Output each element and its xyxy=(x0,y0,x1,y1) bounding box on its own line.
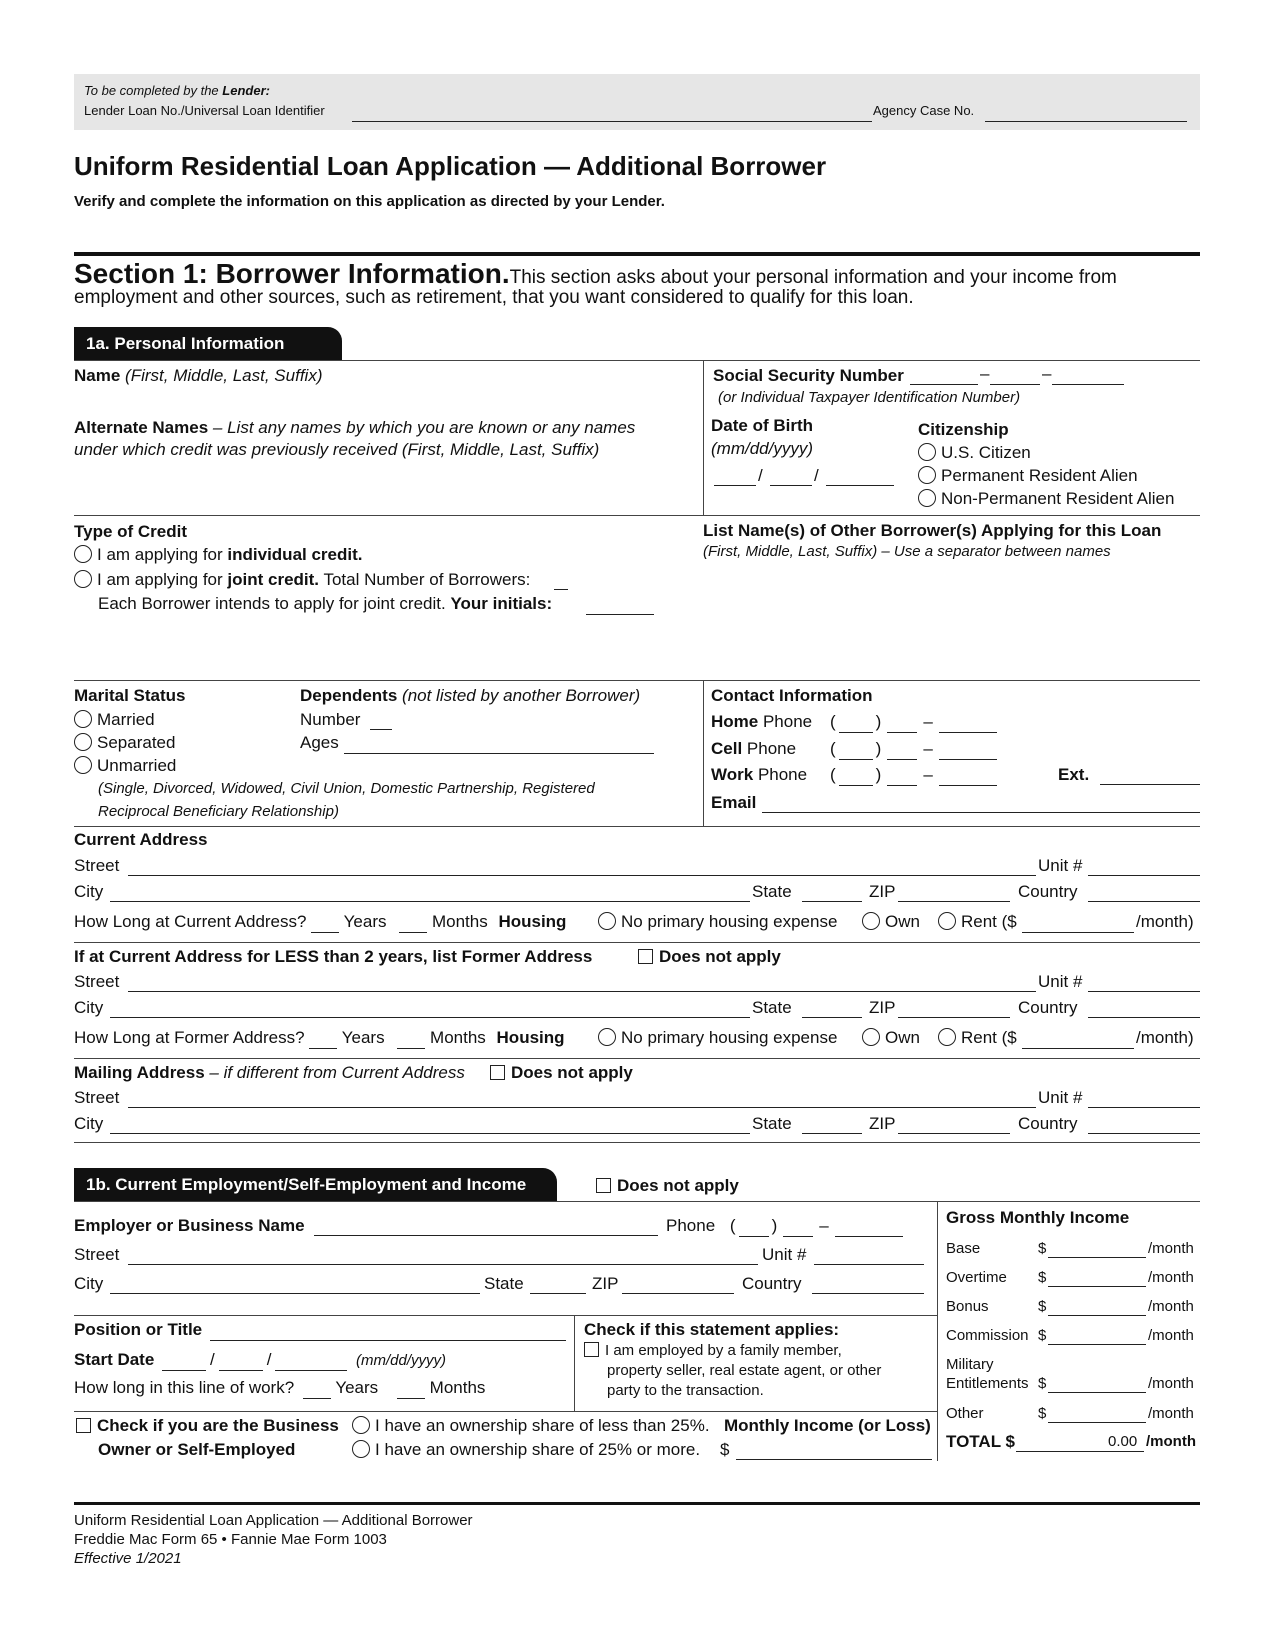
gmi-bonus-unit: /month xyxy=(1148,1298,1194,1315)
emp-country-field[interactable] xyxy=(812,1293,924,1294)
agency-field[interactable] xyxy=(985,121,1187,122)
gmi-commission-label: Commission xyxy=(946,1327,1029,1344)
mail-street-field[interactable] xyxy=(128,1107,1036,1108)
ownership-more25-radio[interactable]: I have an ownership share of 25% or more. xyxy=(352,1440,700,1460)
cur-rent-radio[interactable]: Rent ($ xyxy=(938,912,1017,932)
home-phone-label: Home Phone xyxy=(711,712,813,731)
street-label: Street xyxy=(74,972,120,991)
employment-dna-checkbox[interactable]: Does not apply xyxy=(596,1176,739,1196)
country-label: Country xyxy=(1018,882,1078,901)
email-label: Email xyxy=(711,793,757,812)
gmi-base-dollar: $ xyxy=(1038,1240,1047,1257)
gmi-commission-field[interactable] xyxy=(1048,1344,1146,1345)
marital-note2: Reciprocal Beneficiary Relationship) xyxy=(98,803,339,820)
dependents-label: Dependents (not listed by another Borrower) xyxy=(300,686,641,705)
dob-slash: / xyxy=(758,466,763,485)
cur-street-field[interactable] xyxy=(128,875,1036,876)
joint-credit-radio[interactable]: I am applying for joint credit. Total Number of Borrowers: xyxy=(74,570,530,590)
gmi-other-dollar: $ xyxy=(1038,1405,1047,1422)
emp-country-label: Country xyxy=(742,1274,802,1293)
ssn-dash: – xyxy=(1042,364,1052,383)
gmi-label: Gross Monthly Income xyxy=(946,1208,1130,1227)
former-unit-field[interactable] xyxy=(1088,991,1200,992)
footer-line2: Freddie Mac Form 65 • Fannie Mae Form 1003 xyxy=(74,1531,387,1548)
other-borrowers-hint: (First, Middle, Last, Suffix) – Use a separator between names xyxy=(703,543,1111,560)
start-date-format: (mm/dd/yyyy) xyxy=(356,1352,446,1369)
business-owner-text2: Owner or Self-Employed xyxy=(98,1440,296,1459)
gmi-bonus-field[interactable] xyxy=(1048,1315,1146,1316)
name-label: Name (First, Middle, Last, Suffix) xyxy=(74,366,323,385)
family-member-checkbox[interactable]: I am employed by a family member, xyxy=(584,1342,842,1359)
dep-ages-field[interactable] xyxy=(344,753,654,754)
start-date-field[interactable]: / / xyxy=(162,1350,347,1371)
street-label: Street xyxy=(74,1088,120,1107)
emp-street-field[interactable] xyxy=(128,1264,758,1265)
gmi-base-unit: /month xyxy=(1148,1240,1194,1257)
emp-street-label: Street xyxy=(74,1245,120,1264)
city-label: City xyxy=(74,998,104,1017)
gmi-total-field[interactable] xyxy=(1016,1451,1144,1452)
country-label: Country xyxy=(1018,998,1078,1017)
mail-city-field[interactable] xyxy=(110,1133,750,1134)
former-no-housing-radio[interactable]: No primary housing expense xyxy=(598,1028,837,1048)
gmi-overtime-field[interactable] xyxy=(1048,1286,1146,1287)
employer-field[interactable] xyxy=(314,1235,658,1236)
loan-no-label: Lender Loan No./Universal Loan Identifier xyxy=(84,103,325,118)
dep-number-label: Number xyxy=(300,710,361,729)
emp-city-label: City xyxy=(74,1274,104,1293)
state-label: State xyxy=(752,882,792,901)
citizenship-label: Citizenship xyxy=(918,420,1009,439)
city-label: City xyxy=(74,882,104,901)
position-label: Position or Title xyxy=(74,1320,203,1339)
work-phone-field[interactable]: ( ) – xyxy=(830,765,997,786)
cur-own-radio[interactable]: Own xyxy=(862,912,920,932)
employer-phone-field[interactable]: Phone ( ) – xyxy=(666,1216,903,1237)
section-rule xyxy=(74,252,1200,256)
gmi-other-field[interactable] xyxy=(1048,1422,1146,1423)
home-phone-field[interactable]: ( ) – xyxy=(830,712,997,733)
lender-caption: To be completed by the Lender: xyxy=(84,83,270,98)
per-month: /month) xyxy=(1136,912,1194,931)
former-street-field[interactable] xyxy=(128,991,1036,992)
street-label: Street xyxy=(74,856,120,875)
ssn-hint: (or Individual Taxpayer Identification Number) xyxy=(718,389,1021,406)
ext-label: Ext. xyxy=(1058,765,1090,784)
cur-no-housing-radio[interactable]: No primary housing expense xyxy=(598,912,837,932)
emp-zip-field[interactable] xyxy=(622,1293,734,1294)
unit-label: Unit # xyxy=(1038,972,1083,991)
former-dna-checkbox[interactable]: Does not apply xyxy=(638,947,781,967)
cur-zip-field[interactable] xyxy=(898,901,1010,902)
dob-day[interactable] xyxy=(770,485,812,486)
zip-label: ZIP xyxy=(869,882,896,901)
gmi-military-label2: Entitlements xyxy=(946,1375,1029,1392)
position-field[interactable] xyxy=(210,1340,566,1341)
start-date-label: Start Date xyxy=(74,1350,155,1369)
dob-month[interactable] xyxy=(714,485,756,486)
gmi-military-unit: /month xyxy=(1148,1375,1194,1392)
employer-label: Employer or Business Name xyxy=(74,1216,305,1235)
dob-format: (mm/dd/yyyy) xyxy=(711,439,813,458)
former-state-field[interactable] xyxy=(802,1017,862,1018)
marital-note: (Single, Divorced, Widowed, Civil Union, Domestic Partnership, Registered xyxy=(98,780,595,797)
alt-names-hint: under which credit was previously received (First, Middle, Last, Suffix) xyxy=(74,440,600,459)
gmi-overtime-dollar: $ xyxy=(1038,1269,1047,1286)
former-own-radio[interactable]: Own xyxy=(862,1028,920,1048)
zip-label: ZIP xyxy=(869,1114,896,1133)
gmi-military-field[interactable] xyxy=(1048,1392,1146,1393)
ssn-part2[interactable] xyxy=(990,384,1040,385)
check-statement-label: Check if this statement applies: xyxy=(584,1320,840,1339)
footer-line3: Effective 1/2021 xyxy=(74,1550,182,1567)
family-member-text3: party to the transaction. xyxy=(607,1382,764,1399)
unit-label: Unit # xyxy=(1038,856,1083,875)
dollar-sign: $ xyxy=(720,1440,730,1459)
ssn-part1[interactable] xyxy=(910,384,978,385)
section-1a-tab: 1a. Personal Information xyxy=(74,327,342,360)
mail-country-field[interactable] xyxy=(1088,1133,1200,1134)
former-city-field[interactable] xyxy=(110,1017,750,1018)
gmi-other-unit: /month xyxy=(1148,1405,1194,1422)
gmi-bonus-dollar: $ xyxy=(1038,1298,1047,1315)
section1-desc: employment and other sources, such as retirement, that you want considered to qualify for this loan. xyxy=(74,287,914,308)
ownership-less25-radio[interactable]: I have an ownership share of less than 25%. xyxy=(352,1416,710,1436)
married-radio[interactable]: Married xyxy=(74,710,155,730)
gmi-commission-dollar: $ xyxy=(1038,1327,1047,1344)
other-borrowers-label: List Name(s) of Other Borrower(s) Applying for this Loan xyxy=(703,521,1162,540)
cur-state-field[interactable] xyxy=(802,901,862,902)
cit-npra-radio[interactable]: Non-Permanent Resident Alien xyxy=(918,489,1174,509)
howlong-work: How long in this line of work? Years Months xyxy=(74,1378,486,1397)
cit-pra-radio[interactable]: Permanent Resident Alien xyxy=(918,466,1138,486)
initials-field[interactable] xyxy=(586,614,654,615)
cur-rent-field[interactable] xyxy=(1022,932,1134,933)
monthly-income-label: Monthly Income (or Loss) xyxy=(724,1416,931,1435)
mail-zip-field[interactable] xyxy=(898,1133,1010,1134)
business-owner-checkbox[interactable]: Check if you are the Business xyxy=(76,1416,339,1436)
gmi-bonus-label: Bonus xyxy=(946,1298,989,1315)
gmi-total-label: TOTAL $ xyxy=(946,1432,1015,1451)
former-rent-field[interactable] xyxy=(1022,1048,1134,1049)
state-label: State xyxy=(752,998,792,1017)
emp-state-label: State xyxy=(484,1274,524,1293)
mail-unit-field[interactable] xyxy=(1088,1107,1200,1108)
ssn-label: Social Security Number xyxy=(713,366,904,385)
alt-names-label: Alternate Names – List any names by which you are known or any names xyxy=(74,418,636,437)
former-zip-field[interactable] xyxy=(898,1017,1010,1018)
emp-unit-label: Unit # xyxy=(762,1245,807,1264)
former-country-field[interactable] xyxy=(1088,1017,1200,1018)
mail-state-field[interactable] xyxy=(802,1133,862,1134)
gmi-other-label: Other xyxy=(946,1405,984,1422)
mailing-dna-checkbox[interactable]: Does not apply xyxy=(490,1063,633,1083)
separated-radio[interactable]: Separated xyxy=(74,733,175,753)
footer-line1: Uniform Residential Loan Application — Additional Borrower xyxy=(74,1512,473,1529)
country-label: Country xyxy=(1018,1114,1078,1133)
cell-phone-field[interactable]: ( ) – xyxy=(830,739,997,760)
individual-credit-radio[interactable]: I am applying for individual credit. xyxy=(74,545,363,565)
state-label: State xyxy=(752,1114,792,1133)
cur-country-field[interactable] xyxy=(1088,901,1200,902)
gmi-military-label: Military xyxy=(946,1356,994,1373)
credit-type-label: Type of Credit xyxy=(74,522,188,541)
loan-no-field[interactable] xyxy=(352,121,872,122)
dob-slash: / xyxy=(814,466,819,485)
gmi-overtime-label: Overtime xyxy=(946,1269,1007,1286)
current-address-label: Current Address xyxy=(74,830,208,849)
contact-label: Contact Information xyxy=(711,686,873,705)
per-month: /month) xyxy=(1136,1028,1194,1047)
dep-ages-label: Ages xyxy=(300,733,339,752)
initials-label: Each Borrower intends to apply for joint credit. Your initials: xyxy=(98,594,553,613)
section1-heading: Section 1: Borrower Information.This section asks about your personal information and your income from xyxy=(74,258,1117,289)
cit-us-radio[interactable]: U.S. Citizen xyxy=(918,443,1031,463)
gmi-total-unit: /month xyxy=(1146,1433,1196,1450)
howlong-former: How Long at Former Address? Years Months Housing xyxy=(74,1028,565,1047)
family-member-text2: property seller, real estate agent, or other xyxy=(607,1362,882,1379)
ssn-dash: – xyxy=(980,364,990,383)
unit-label: Unit # xyxy=(1038,1088,1083,1107)
num-borrowers-field[interactable] xyxy=(554,589,568,590)
section-1b-tab: 1b. Current Employment/Self-Employment and Income xyxy=(74,1168,557,1201)
cur-city-field[interactable] xyxy=(110,901,750,902)
gmi-total-value: 0.00 xyxy=(1108,1433,1138,1450)
emp-zip-label: ZIP xyxy=(592,1274,619,1293)
monthly-income-field[interactable] xyxy=(736,1459,932,1460)
gmi-commission-unit: /month xyxy=(1148,1327,1194,1344)
footer-rule xyxy=(74,1502,1200,1505)
cur-unit-field[interactable] xyxy=(1088,875,1200,876)
dob-year[interactable] xyxy=(826,485,894,486)
emp-unit-field[interactable] xyxy=(814,1264,924,1265)
city-label: City xyxy=(74,1114,104,1133)
dep-number-field[interactable] xyxy=(370,729,392,730)
mailing-address-label: Mailing Address – if different from Current Address xyxy=(74,1063,465,1082)
ext-field[interactable] xyxy=(1100,784,1200,785)
gmi-base-field[interactable] xyxy=(1048,1257,1146,1258)
zip-label: ZIP xyxy=(869,998,896,1017)
gmi-overtime-unit: /month xyxy=(1148,1269,1194,1286)
email-field[interactable] xyxy=(762,812,1200,813)
emp-state-field[interactable] xyxy=(530,1293,586,1294)
marital-label: Marital Status xyxy=(74,686,186,705)
emp-city-field[interactable] xyxy=(110,1293,480,1294)
page-subtitle: Verify and complete the information on this application as directed by your Lender. xyxy=(74,193,665,210)
former-rent-radio[interactable]: Rent ($ xyxy=(938,1028,1017,1048)
work-phone-label: Work Phone xyxy=(711,765,808,784)
dob-label: Date of Birth xyxy=(711,416,813,435)
unmarried-radio[interactable]: Unmarried xyxy=(74,756,176,776)
gmi-base-label: Base xyxy=(946,1240,981,1257)
former-address-label: If at Current Address for LESS than 2 years, list Former Address xyxy=(74,947,593,966)
gmi-military-dollar: $ xyxy=(1038,1375,1047,1392)
howlong-current: How Long at Current Address? Years Months Housing xyxy=(74,912,567,931)
ssn-part3[interactable] xyxy=(1052,384,1124,385)
page-title: Uniform Residential Loan Application — Additional Borrower xyxy=(74,151,827,181)
cell-phone-label: Cell Phone xyxy=(711,739,797,758)
agency-label: Agency Case No. xyxy=(873,103,975,118)
